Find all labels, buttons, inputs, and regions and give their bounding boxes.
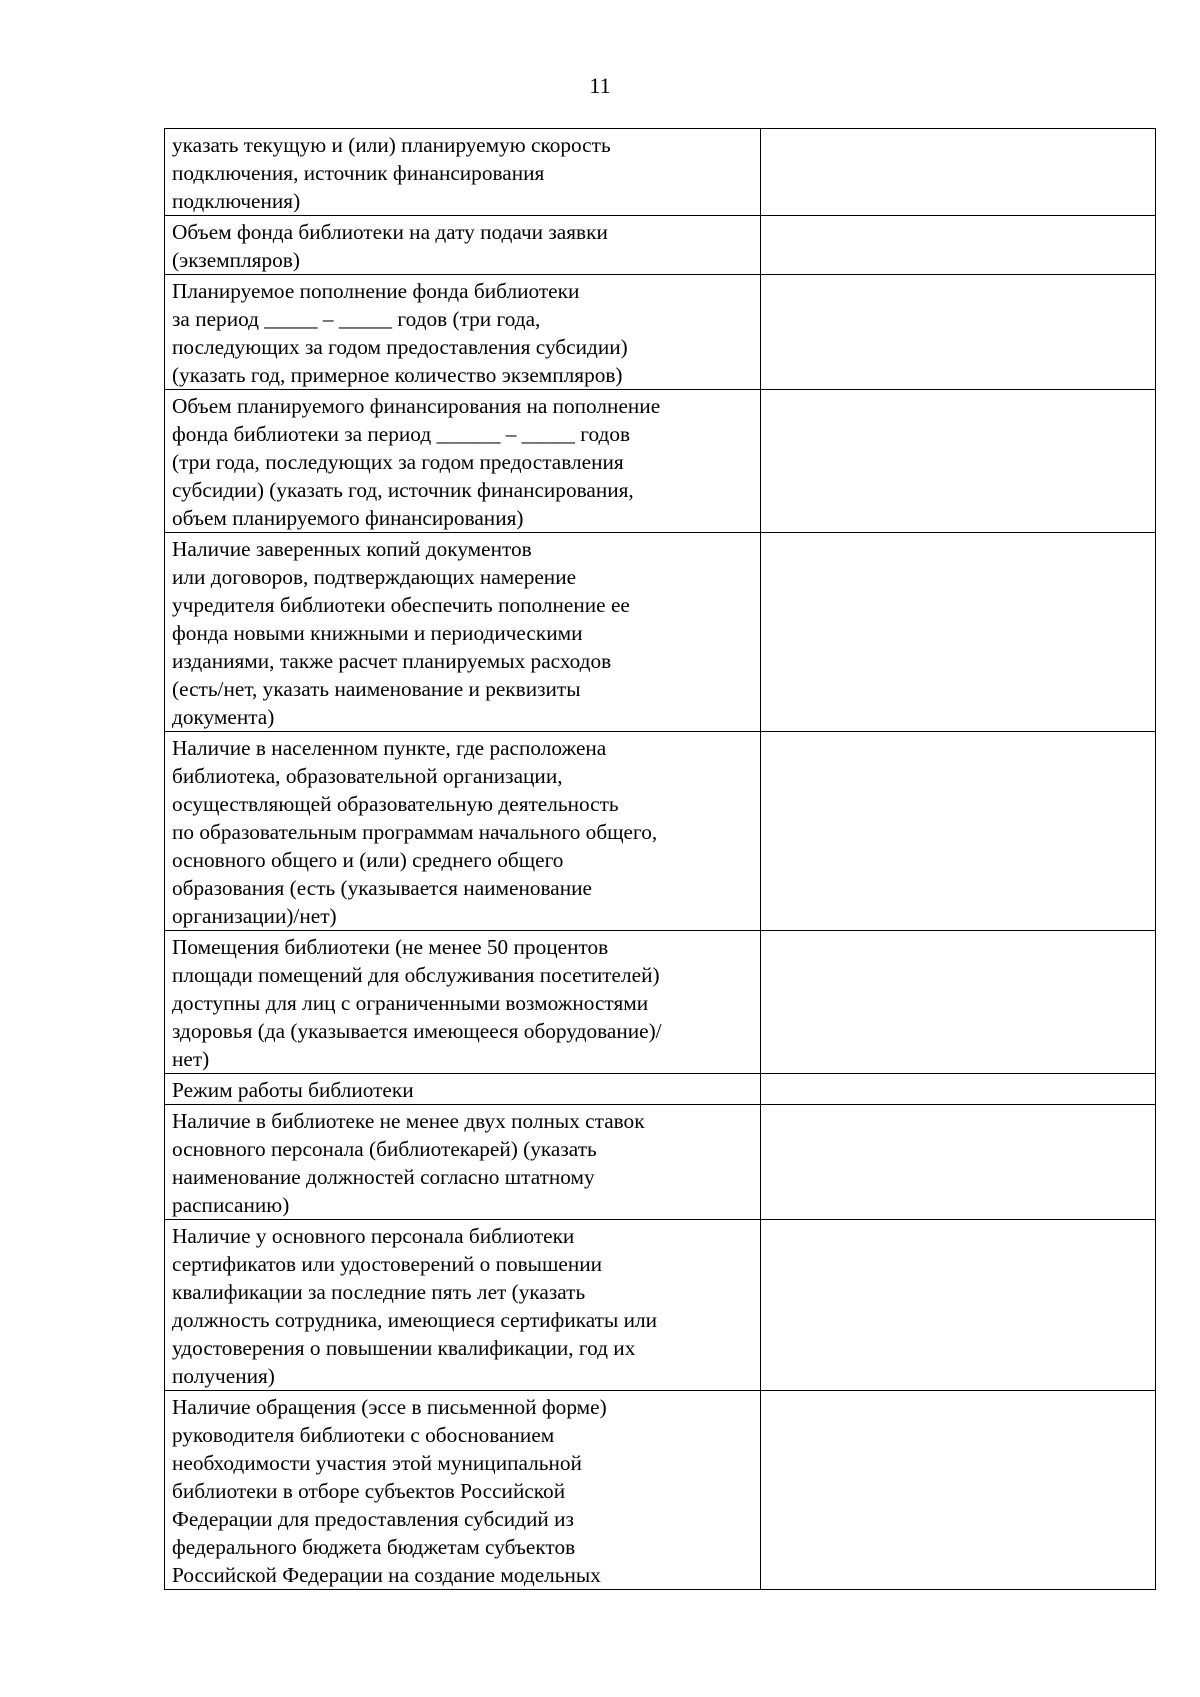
criterion-label-cell	[165, 732, 761, 931]
criterion-label-cell	[165, 1074, 761, 1105]
criterion-text-line: сертификатов или удостоверений о повышении	[172, 1252, 603, 1276]
criterion-text-line: федерального бюджета бюджетам субъектов	[172, 1535, 576, 1559]
criterion-text-line: осуществляющей образовательную деятельность	[172, 792, 619, 816]
table-row	[165, 1105, 1156, 1220]
criterion-text-line: нет)	[172, 1047, 210, 1071]
criterion-text-line: квалификации за последние пять лет (указать	[172, 1280, 586, 1304]
table-row	[165, 732, 1156, 931]
criterion-text-line: (экземпляров)	[172, 248, 300, 272]
criterion-text-line: Российской Федерации на создание модельных	[172, 1563, 601, 1587]
criterion-text-line: учредителя библиотеки обеспечить пополнение ее	[172, 593, 630, 617]
criterion-text-line: (есть/нет, указать наименование и реквизиты	[172, 677, 581, 701]
criterion-text-line: образования (есть (указывается наименование	[172, 876, 592, 900]
table-row	[165, 1074, 1156, 1105]
criterion-text-line: или договоров, подтверждающих намерение	[172, 565, 577, 589]
criterion-text-line: Наличие в населенном пункте, где расположена	[172, 736, 607, 760]
criterion-value-cell[interactable]	[761, 1391, 1156, 1590]
table-row	[165, 1391, 1156, 1590]
table-row	[165, 1220, 1156, 1391]
criterion-text-line: объем планируемого финансирования)	[172, 506, 524, 530]
criterion-label-cell	[165, 1391, 761, 1590]
criterion-text-line: Помещения библиотеки (не менее 50 процентов	[172, 935, 609, 959]
criterion-value-cell[interactable]	[761, 1074, 1156, 1105]
criterion-label-cell	[165, 390, 761, 533]
criterion-value-cell[interactable]	[761, 275, 1156, 390]
table-row	[165, 931, 1156, 1074]
criterion-text-line: Объем фонда библиотеки на дату подачи заявки	[172, 220, 608, 244]
criterion-text-line: основного персонала (библиотекарей) (указать	[172, 1137, 597, 1161]
table-row	[165, 390, 1156, 533]
table-row	[165, 533, 1156, 732]
table-row	[165, 129, 1156, 216]
criterion-value-cell[interactable]	[761, 129, 1156, 216]
criterion-text-line: Наличие заверенных копий документов	[172, 537, 532, 561]
criterion-text-line: необходимости участия этой муниципальной	[172, 1451, 582, 1475]
criterion-value-cell[interactable]	[761, 1220, 1156, 1391]
criterion-text-line: Планируемое пополнение фонда библиотеки	[172, 279, 580, 303]
criterion-text-line: (три года, последующих за годом предоставления	[172, 450, 624, 474]
criterion-text-line: изданиями, также расчет планируемых расходов	[172, 649, 612, 673]
criterion-text-line: последующих за годом предоставления субсидии)	[172, 335, 628, 359]
criterion-text-line: должность сотрудника, имеющиеся сертификаты или	[172, 1308, 658, 1332]
form-table-body	[165, 129, 1156, 1590]
criterion-text-line: субсидии) (указать год, источник финансирования,	[172, 478, 634, 502]
criterion-label-cell	[165, 533, 761, 732]
criterion-text-line: подключения)	[172, 189, 301, 213]
criterion-text-line: библиотеки в отборе субъектов Российской	[172, 1479, 566, 1503]
criterion-text-line: наименование должностей согласно штатному	[172, 1165, 595, 1189]
criterion-text-line: доступны для лиц с ограниченными возможностями	[172, 991, 649, 1015]
criterion-text-line: Объем планируемого финансирования на пополнение	[172, 394, 661, 418]
criterion-text-line: Режим работы библиотеки	[172, 1078, 414, 1102]
criterion-text-line: удостоверения о повышении квалификации, год их	[172, 1336, 636, 1360]
criterion-text-line: организации)/нет)	[172, 904, 337, 928]
criterion-text-line: Федерации для предоставления субсидий из	[172, 1507, 574, 1531]
criterion-text-line: получения)	[172, 1364, 275, 1388]
criterion-text-line: руководителя библиотеки с обоснованием	[172, 1423, 555, 1447]
criterion-value-cell[interactable]	[761, 732, 1156, 931]
criterion-value-cell[interactable]	[761, 931, 1156, 1074]
criterion-text-line: (указать год, примерное количество экземпляров)	[172, 363, 623, 387]
criterion-label-cell	[165, 931, 761, 1074]
table-row	[165, 216, 1156, 275]
criterion-text-line: указать текущую и (или) планируемую скорость	[172, 133, 611, 157]
criterion-text-line: подключения, источник финансирования	[172, 161, 545, 185]
application-form-table	[164, 128, 1156, 1590]
page-number: 11	[589, 73, 611, 98]
criterion-text-line: здоровья (да (указывается имеющееся оборудование)/	[172, 1019, 662, 1043]
criterion-text-line: документа)	[172, 705, 275, 729]
criterion-value-cell[interactable]	[761, 533, 1156, 732]
criterion-text-line: по образовательным программам начального общего,	[172, 820, 658, 844]
criterion-text-line: площади помещений для обслуживания посетителей)	[172, 963, 660, 987]
criterion-text-line: основного общего и (или) среднего общего	[172, 848, 564, 872]
criterion-text-line: Наличие в библиотеке не менее двух полных ставок	[172, 1109, 645, 1133]
criterion-value-cell[interactable]	[761, 1105, 1156, 1220]
table-row	[165, 275, 1156, 390]
criterion-text-line: Наличие у основного персонала библиотеки	[172, 1224, 575, 1248]
criterion-label-cell	[165, 216, 761, 275]
criterion-value-cell[interactable]	[761, 390, 1156, 533]
criterion-text-line: фонда библиотеки за период ______ – _____ годов	[172, 422, 631, 446]
criterion-text-line: расписанию)	[172, 1193, 290, 1217]
criterion-text-line: Наличие обращения (эссе в письменной форме)	[172, 1395, 607, 1419]
criterion-label-cell	[165, 275, 761, 390]
criterion-text-line: библиотека, образовательной организации,	[172, 764, 563, 788]
criterion-value-cell[interactable]	[761, 216, 1156, 275]
criterion-text-line: фонда новыми книжными и периодическими	[172, 621, 583, 645]
criterion-label-cell	[165, 1220, 761, 1391]
criterion-label-cell	[165, 129, 761, 216]
criterion-label-cell	[165, 1105, 761, 1220]
criterion-text-line: за период _____ – _____ годов (три года,	[172, 307, 541, 331]
